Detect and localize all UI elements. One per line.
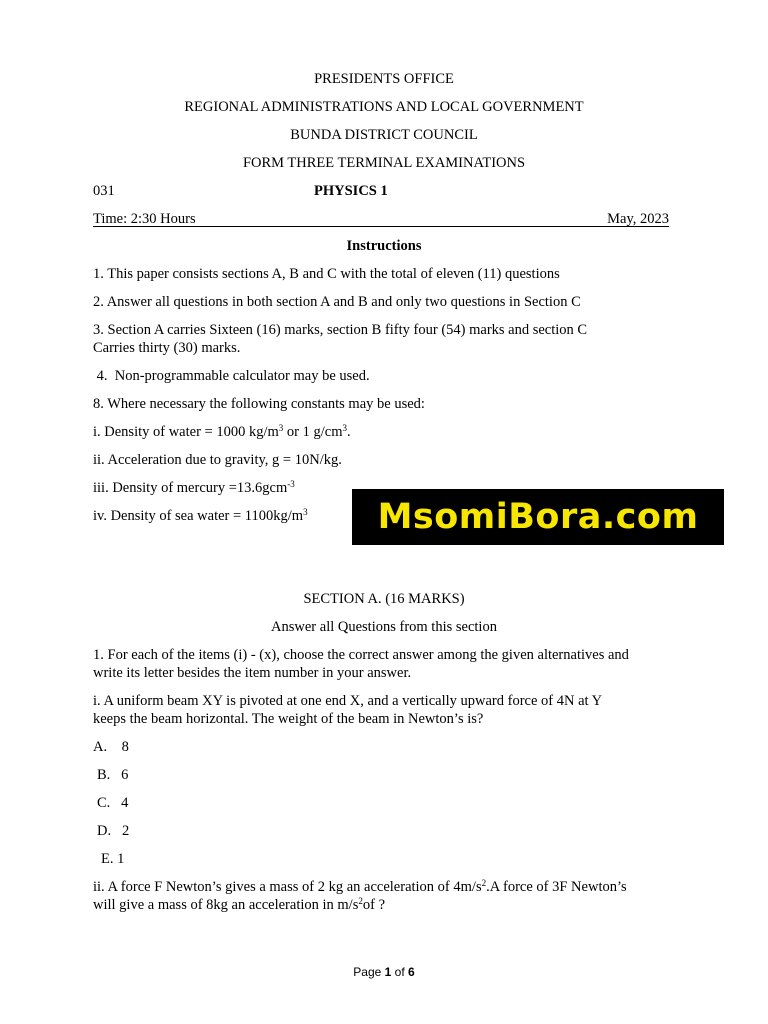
- instruction-3-line1: 3. Section A carries Sixteen (16) marks, section B fifty four (54) marks and section C: [93, 322, 588, 338]
- constant-mercury-density: iii. Density of mercury =13.6gcm$^{-3}$: [93, 479, 295, 496]
- question-1-line1: 1. For each of the items (i) - (x), choose the correct answer among the given alternatives and: [93, 647, 629, 663]
- instruction-8: 8. Where necessary the following constants may be used:: [93, 396, 425, 412]
- page-total: 6: [408, 965, 415, 979]
- header-exam: FORM THREE TERMINAL EXAMINATIONS: [242, 155, 526, 171]
- option-a: A. 8: [93, 739, 129, 755]
- watermark-logo: [352, 489, 724, 545]
- header-administration: REGIONAL ADMINISTRATIONS AND LOCAL GOVERNMENT: [184, 99, 584, 115]
- page-footer: Page 1 of 6: [353, 965, 415, 979]
- constant-gravity: ii. Acceleration due to gravity, g = 10N/kg.: [93, 452, 342, 468]
- section-a-subtitle: Answer all Questions from this section: [271, 619, 497, 635]
- page-number: 1: [384, 965, 392, 979]
- question-i-line2: keeps the beam horizontal. The weight of the beam in Newton’s is?: [93, 711, 484, 727]
- option-e: E. 1: [101, 851, 125, 867]
- exam-time: Time: 2:30 Hours: [93, 211, 196, 227]
- option-c: C. 4: [97, 795, 129, 811]
- instruction-1: 1. This paper consists sections A, B and C with the total of eleven (11) questions: [93, 266, 560, 282]
- option-b: B. 6: [97, 767, 129, 783]
- question-i-line1: i. A uniform beam XY is pivoted at one end X, and a vertically upward force of 4N at Y: [93, 693, 603, 709]
- question-1-line2: write its letter besides the item number in your answer.: [93, 665, 412, 681]
- instruction-4: 4. Non-programmable calculator may be used.: [93, 368, 370, 384]
- instruction-3-line2: Carries thirty (30) marks.: [93, 340, 241, 356]
- instruction-2: 2. Answer all questions in both section A and B and only two questions in Section C: [93, 294, 581, 310]
- question-ii-line1: ii. A force F Newton’s gives a mass of 2 kg an acceleration of $4m/s^2.A$ force of 3F Newton’s: [93, 878, 627, 895]
- watermark-logo-text: MsomiBora.com: [377, 496, 699, 537]
- instructions-heading: Instructions: [346, 238, 422, 254]
- constant-sea-water-density: iv. Density of sea water = $1100kg/m^3$: [93, 507, 308, 524]
- option-d: D. 2: [97, 823, 130, 839]
- paper-code: 031: [93, 183, 115, 199]
- section-a-title: SECTION A. (16 MARKS): [303, 591, 465, 607]
- subject-title: PHYSICS 1: [314, 183, 388, 199]
- header-office: PRESIDENTS OFFICE: [314, 71, 454, 87]
- header-council: BUNDA DISTRICT COUNCIL: [290, 127, 478, 143]
- exam-date: May, 2023: [607, 211, 669, 227]
- header-divider: [93, 226, 669, 227]
- constant-water-density: i. Density of water = 1000 $kg/m^3$ or 1 $g/cm^3$.: [93, 423, 351, 440]
- question-ii-line2: will give a mass of 8kg an acceleration in $m/s^2of$ ?: [93, 896, 385, 913]
